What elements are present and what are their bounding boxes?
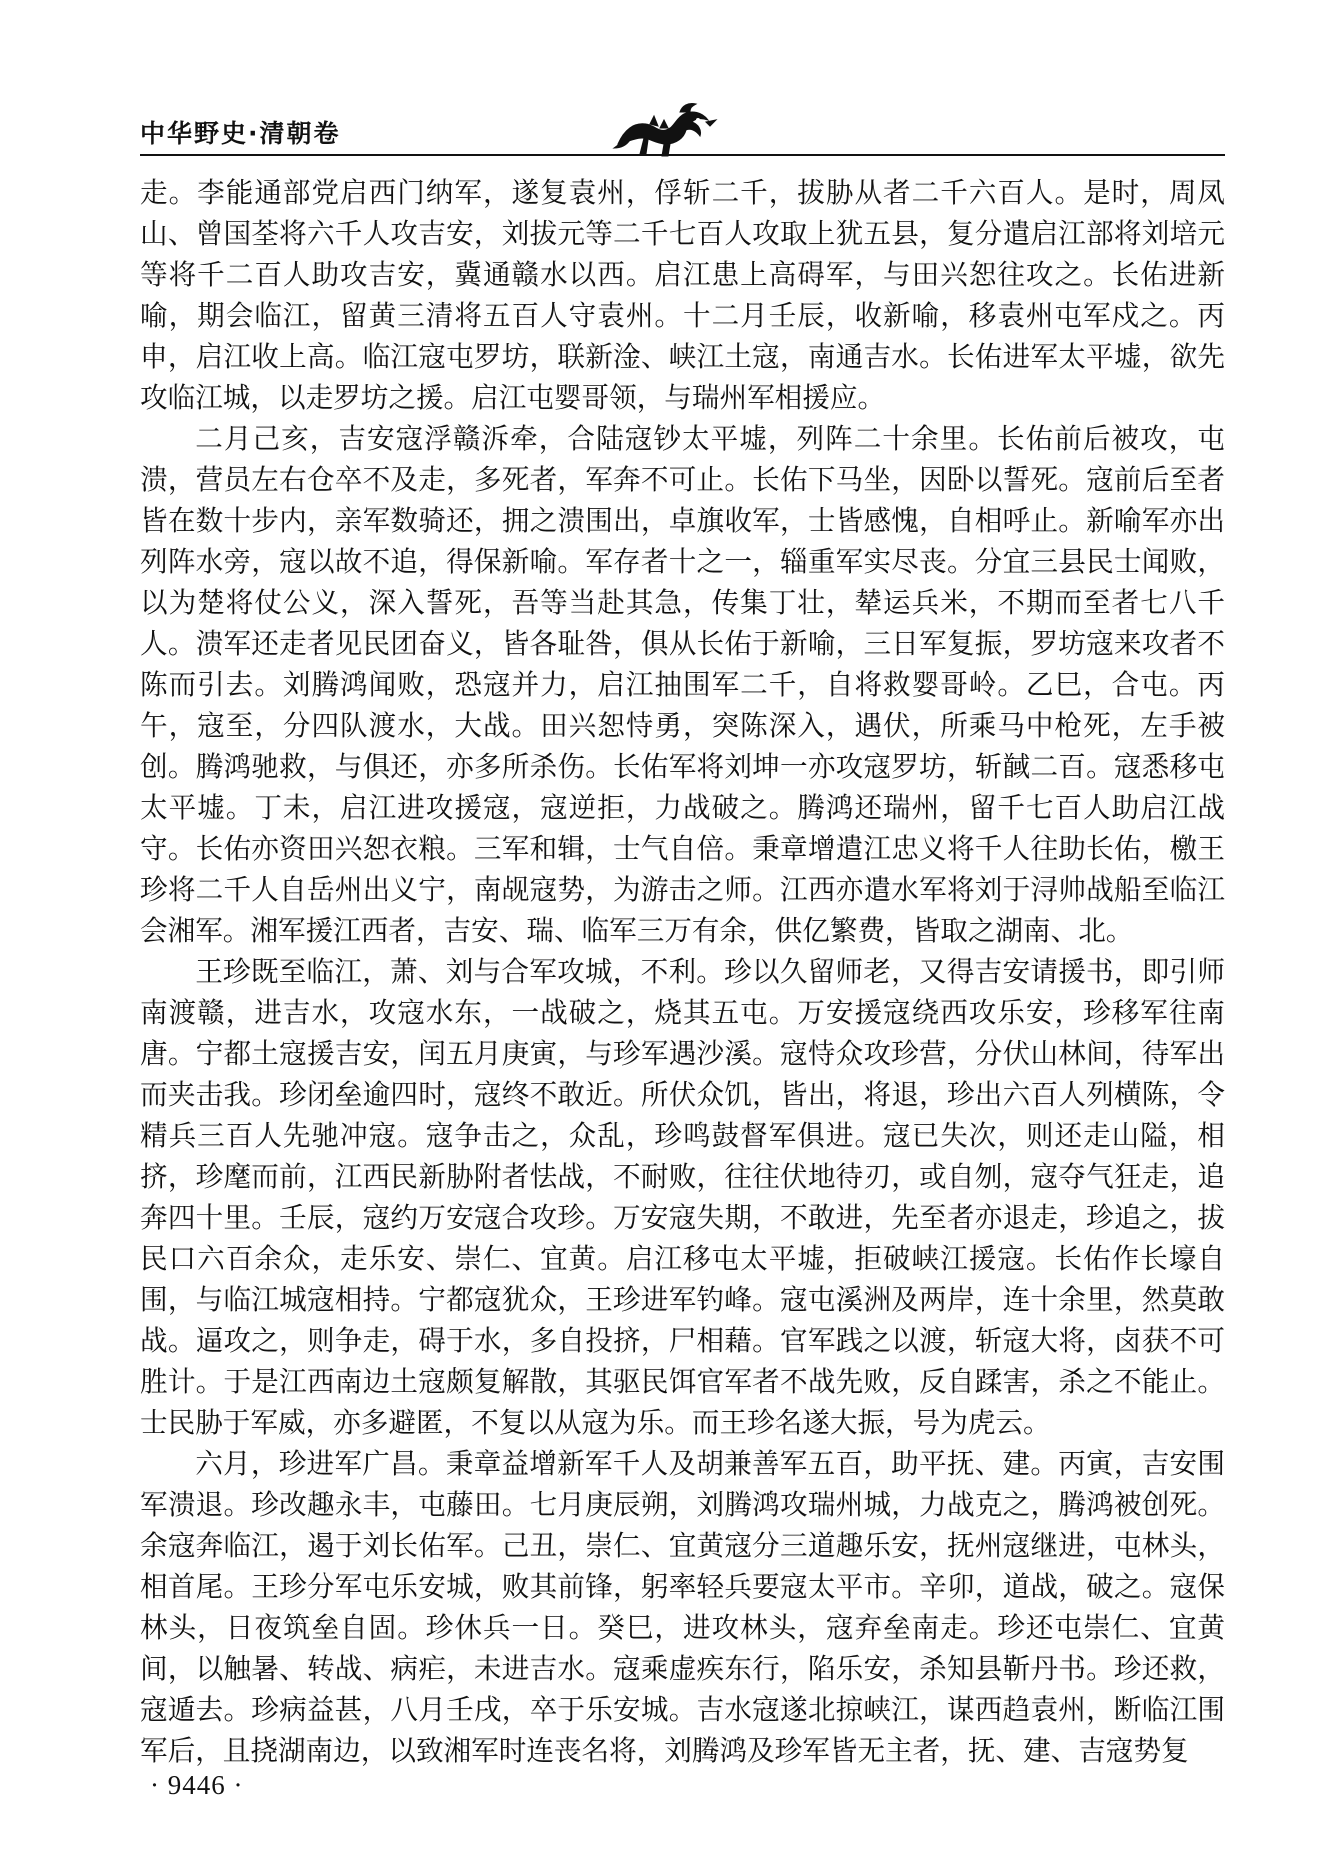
- header-title: 中华野史·清朝卷: [140, 119, 341, 148]
- body-text: [140, 172, 1225, 1771]
- paragraph-continued: 走。李能通部党启西门纳军，遂复袁州，俘斩二千，拔胁从者二千六百人。是时，周凤山、曾国荃将六千人攻吉安，刘拔元等二千七百人攻取上犹五县，复分遣启江部将刘培元等将千二百人助攻吉安，冀通赣水以西。启江患上高碍军，与田兴恕往攻之。长佑进新喻，期会临江，留黄三清将五百人守袁州。十二月壬辰，收新喻，移袁州屯军戍之。丙申，启江收上高。临江寇屯罗坊，联新淦、峡江土寇，南通吉水。长佑进军太平墟，欲先攻临江城，以走罗坊之援。启江屯婴哥领，与瑞州军相援应。: [140, 176, 1225, 414]
- page-number: · 9446 ·: [150, 1770, 244, 1800]
- header-rule: [140, 154, 1225, 156]
- paragraph: 王珍既至临江，萧、刘与合军攻城，不利。珍以久留师老，又得吉安请援书，即引师南渡赣，进吉水，攻寇水东，一战破之，烧其五屯。万安援寇绕西攻乐安，珍移军往南唐。宁都土寇援吉安，闰五月庚寅，与珍军遇沙溪。寇恃众攻珍营，分伏山林间，待军出而夹击我。珍闭垒逾四时，寇终不敢近。所伏众饥，皆出，将退，珍出六百人列横陈，令精兵三百人先驰冲寇。寇争击之，众乱，珍鸣鼓督军俱进。寇已失次，则还走山隘，相挤，珍麾而前，江西民新胁附者怯战，不耐败，往往伏地待刃，或自刎，寇夺气狂走，追奔四十里。壬辰，寇约万安寇合攻珍。万安寇失期，不敢进，先至者亦退走，珍追之，拔民口六百余众，走乐安、崇仁、宜黄。启江移屯太平墟，拒破峡江援寇。长佑作长壕自围，与临江城寇相持。宁都寇犹众，王珍进军钓峰。寇屯溪洲及两岸，连十余里，然莫敢战。逼攻之，则争走，碍于水，多自投挤，尸相藉。官军践之以渡，斩寇大将，卤获不可胜计。于是江西南边土寇颇复解散，其驱民饵官军者不战先败，反自蹂害，杀之不能止。士民胁于军威，亦多避匿，不复以从寇为乐。而王珍名遂大振，号为虎云。: [140, 955, 1225, 1439]
- paragraph: 二月己亥，吉安寇浮赣泝牵，合陆寇钞太平墟，列阵二十余里。长佑前后被攻，屯溃，营员左右仓卒不及走，多死者，军奔不可止。长佑下马坐，因卧以誓死。寇前后至者皆在数十步内，亲军数骑还，拥之溃围出，卓旗收军，士皆感愧，自相呼止。新喻军亦出列阵水旁，寇以故不追，得保新喻。军存者十之一，辎重军实尽丧。分宜三县民士闻败，以为楚将仗公义，深入誓死，吾等当赴其急，传集丁壮，辇运兵米，不期而至者七八千人。溃军还走者见民团奋义，皆各耻咎，俱从长佑于新喻，三日军复振，罗坊寇来攻者不陈而引去。刘腾鸿闻败，恐寇并力，启江抽围军二千，自将救婴哥岭。乙巳，合屯。丙午，寇至，分四队渡水，大战。田兴恕恃勇，突陈深入，遇伏，所乘马中枪死，左手被创。腾鸿驰救，与俱还，亦多所杀伤。长佑军将刘坤一亦攻寇罗坊，斩馘二百。寇悉移屯太平墟。丁未，启江进攻援寇，寇逆拒，力战破之。腾鸿还瑞州，留千七百人助启江战守。长佑亦资田兴恕衣粮。三军和辑，士气自倍。秉章增遣江忠义将千人往助长佑，檄王珍将二千人自岳州出义宁，南觇寇势，为游击之师。江西亦遣水军将刘于浔帅战船至临江会湘军。湘军援江西者，吉安、瑞、临军三万有余，供亿繁费，皆取之湖南、北。: [140, 422, 1225, 947]
- running-header: [140, 104, 1225, 158]
- paragraph: 六月，珍进军广昌。秉章益增新军千人及胡兼善军五百，助平抚、建。丙寅，吉安围军溃退。珍改趣永丰，屯藤田。七月庚辰朔，刘腾鸿攻瑞州城，力战克之，腾鸿被创死。余寇奔临江，遏于刘长佑军。己丑，崇仁、宜黄寇分三道趣乐安，抚州寇继进，屯林头，相首尾。王珍分军屯乐安城，败其前锋，躬率轻兵要寇太平市。辛卯，道战，破之。寇保林头，日夜筑垒自固。珍休兵一日。癸巳，进攻林头，寇弃垒南走。珍还屯崇仁、宜黄间，以触暑、转战、病疟，未进吉水。寇乘虚疾东行，陷乐安，杀知县靳丹书。珍还救，寇遁去。珍病益甚，八月壬戌，卒于乐安城。吉水寇遂北掠峡江，谋西趋袁州，断临江围军后，且挠湖南边，以致湘军时连丧名将，刘腾鸿及珍军皆无主者，抚、建、吉寇势复: [140, 1447, 1225, 1767]
- dragon-emblem-icon: [610, 100, 720, 158]
